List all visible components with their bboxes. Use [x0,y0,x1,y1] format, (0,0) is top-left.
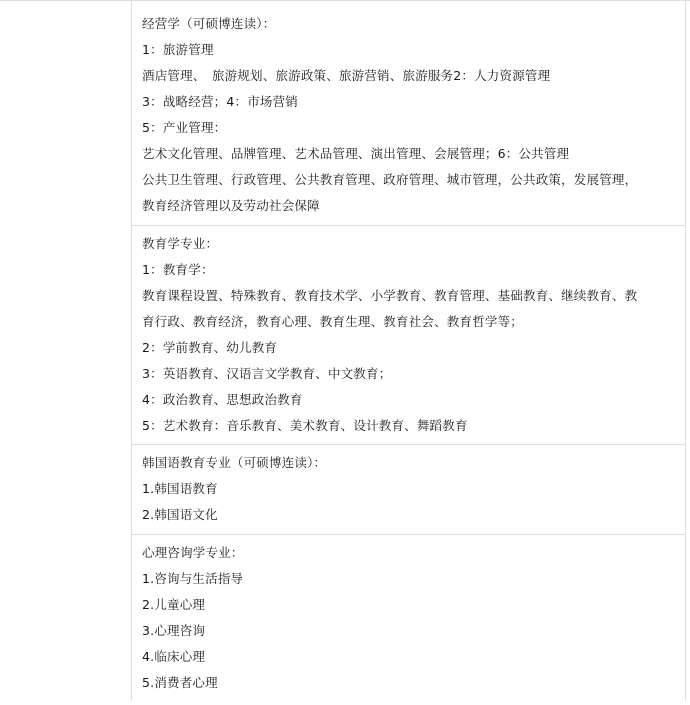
section-line: 育行政、教育经济，教育心理、教育生理、教育社会、教育哲学等； [142,314,524,329]
section-line: 公共卫生管理、行政管理、公共教育管理、政府管理、城市管理，公共政策，发展管理， [142,172,638,187]
section-psychological-counseling [132,535,685,705]
section-line: 4：政治教育、思想政治教育 [142,392,303,407]
section-line: 2：学前教育、幼儿教育 [142,340,278,355]
section-line: 3.心理咨询 [142,623,206,638]
section-line: 2.儿童心理 [142,597,206,612]
section-line: 1：旅游管理 [142,42,214,57]
section-heading: 经营学（可硕博连读）： [142,16,276,31]
table-right-border [685,0,686,700]
section-korean-education [132,445,685,535]
section-line: 5：艺术教育：音乐教育、美术教育、设计教育、舞蹈教育 [142,418,468,433]
section-line: 3：战略经营；4：市场营销 [142,94,299,109]
section-education [132,226,685,445]
section-heading: 心理咨询学专业： [142,545,244,560]
section-line: 2.韩国语文化 [142,507,218,522]
section-line: 3：英语教育、汉语言文学教育、中文教育； [142,366,392,381]
section-line: 4.临床心理 [142,649,206,664]
left-empty-column [0,0,132,700]
section-business-administration [132,9,685,226]
section-line: 1：教育学： [142,262,214,277]
section-line: 教育课程设置、特殊教育、教育技术学、小学教育、教育管理、基础教育、继续教育、教 [142,288,638,303]
section-line: 1.韩国语教育 [142,481,218,496]
section-heading: 韩国语教育专业（可硕博连读）： [142,455,327,470]
section-line: 5.消费者心理 [142,675,218,690]
section-line: 5：产业管理： [142,120,227,135]
section-line: 酒店管理、 旅游规划、旅游政策、旅游营销、旅游服务2：人力资源管理 [142,68,551,83]
section-line: 1.咨询与生活指导 [142,571,244,586]
section-line: 艺术文化管理、品牌管理、艺术品管理、演出管理、会展管理；6：公共管理 [142,146,570,161]
section-line: 教育经济管理以及劳动社会保障 [142,198,320,213]
section-heading: 教育学专业： [142,236,219,251]
